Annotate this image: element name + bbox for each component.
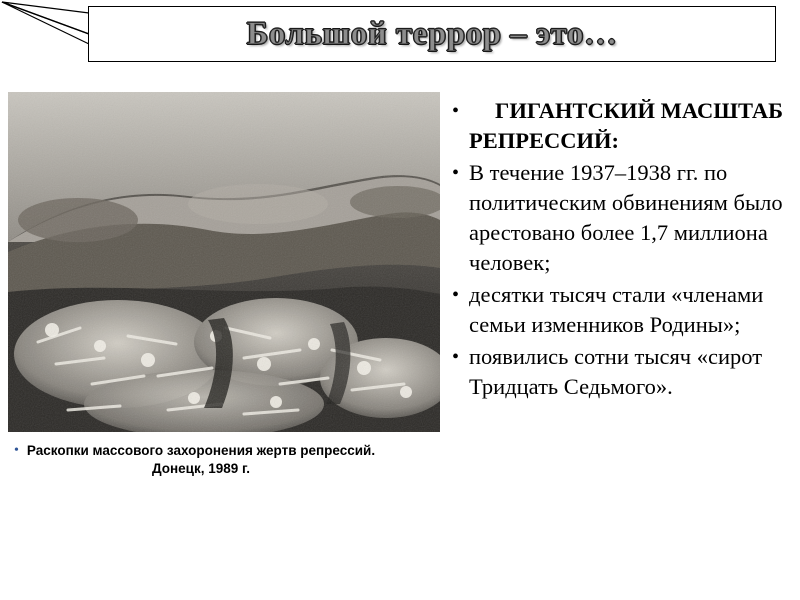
list-item (452, 158, 792, 278)
mass-grave-excavation-photo (8, 92, 440, 432)
caption-line-2: Донецк, 1989 г. (151, 461, 251, 476)
page-title: Большой террор – это… (246, 15, 618, 52)
list-item (452, 280, 792, 340)
bullet-text-4: появились сотни тысяч «сирот Тридцать Седьмого». (469, 344, 763, 399)
bullet-text-1: ГИГАНТСКИЙ МАСШТАБ РЕПРЕССИЙ: (469, 98, 783, 153)
bullet-dot-icon: • (452, 284, 460, 306)
title-box (88, 6, 776, 62)
bullet-text-3: десятки тысяч стали «членами семьи изменников Родины»; (469, 282, 764, 337)
slide-title-callout (0, 0, 800, 78)
list-item (452, 342, 792, 402)
bullet-dot-icon: • (452, 162, 460, 184)
photo-column (8, 92, 440, 478)
bullet-list (452, 96, 792, 404)
bullet-dot-icon: • (452, 346, 460, 368)
caption-bullet-icon: • (14, 443, 19, 458)
photo-caption (8, 442, 440, 478)
bullet-text-2: В течение 1937–1938 гг. по политическим обвинениям было арестовано более 1,7 миллиона человек; (469, 160, 783, 275)
list-item (452, 96, 792, 156)
bullet-dot-icon: • (452, 100, 460, 122)
caption-line-1: Раскопки массового захоронения жертв репрессий. (26, 443, 376, 458)
photo-graphic (8, 92, 440, 432)
